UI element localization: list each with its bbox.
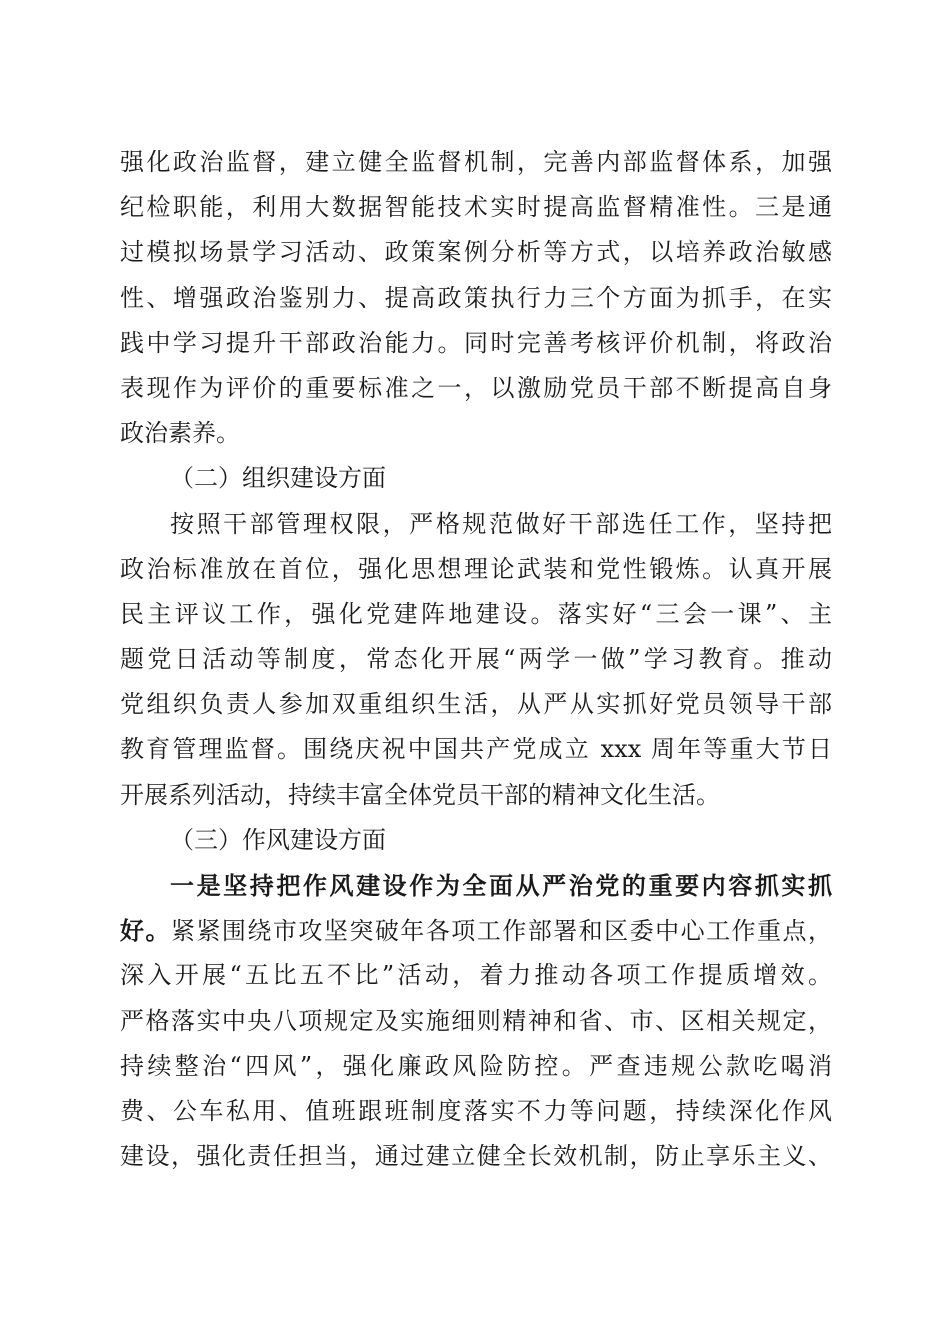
paragraph-1-line-3: 过模拟场景学习活动、政策案例分析等方式，以培养政治敏感	[120, 238, 832, 267]
paragraph-3-line-2-text: 紧紧围绕市攻坚突破年各项工作部署和区委中心工作重点，	[170, 917, 833, 946]
section-heading-organization: （二）组织建设方面	[170, 464, 386, 493]
paragraph-2-line-3: 民主评议工作，强化党建阵地建设。落实好“三会一课”、主	[120, 599, 832, 628]
paragraph-3-line-6: 费、公车私用、值班跟班制度落实不力等问题，持续深化作风	[120, 1096, 832, 1125]
paragraph-2-line-2: 政治标准放在首位，强化思想理论武装和党性锻炼。认真开展	[120, 554, 832, 583]
paragraph-1-line-5: 践中学习提升干部政治能力。同时完善考核评价机制，将政治	[120, 328, 832, 357]
paragraph-1-line-2: 纪检职能，利用大数据智能技术实时提高监督精准性。三是通	[120, 193, 832, 222]
document-body	[120, 140, 832, 1179]
paragraph-3-lead-end: 好。	[120, 916, 171, 946]
paragraph-2-line-4: 题党日活动等制度，常态化开展“两学一做”学习教育。推动	[120, 645, 832, 674]
paragraph-2-line-1: 按照干部管理权限，严格规范做好干部选任工作，坚持把	[170, 509, 832, 538]
paragraph-3-line-7: 建设，强化责任担当，通过建立健全长效机制，防止享乐主义、	[120, 1142, 832, 1171]
paragraph-1-line-4: 性、增强政治鉴别力、提高政策执行力三个方面为抓手，在实	[120, 283, 832, 312]
paragraph-2-line-5: 党组织负责人参加双重组织生活，从严从实抓好党员领导干部	[120, 690, 832, 719]
paragraph-3-line-3: 深入开展“五比五不比”活动，着力推动各项工作提质增效。	[120, 961, 832, 990]
paragraph-3-line-1: 一是坚持把作风建设作为全面从严治党的重要内容抓实抓	[170, 871, 832, 900]
section-heading-work-style: （三）作风建设方面	[170, 825, 386, 854]
paragraph-2-line-7: 开展系列活动，持续丰富全体党员干部的精神文化生活。	[120, 780, 720, 809]
paragraph-1-line-7: 政治素养。	[120, 419, 240, 448]
paragraph-3-line-4: 严格落实中央八项规定及实施细则精神和省、市、区相关规定，	[120, 1006, 832, 1035]
paragraph-2-line-6: 教育管理监督。围绕庆祝中国共产党成立 xxx 周年等重大节日	[120, 735, 832, 764]
paragraph-1-line-6: 表现作为评价的重要标准之一，以激励党员干部不断提高自身	[120, 373, 832, 402]
paragraph-3-line-5: 持续整治“四风”，强化廉政风险防控。严查违规公款吃喝消	[120, 1051, 832, 1080]
paragraph-1-line-1: 强化政治监督，建立健全监督机制，完善内部监督体系，加强	[120, 148, 832, 176]
paragraph-3-line-2	[120, 908, 832, 953]
